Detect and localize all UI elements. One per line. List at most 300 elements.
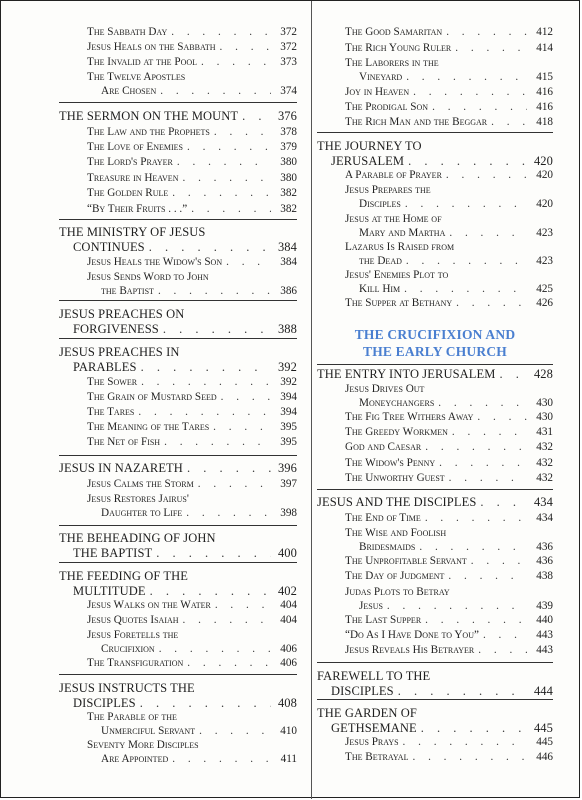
dot-leader (452, 425, 527, 439)
toc-page-number: 426 (536, 297, 553, 309)
toc-entry-title: The Prodigal Son (345, 101, 429, 113)
section-rule (59, 674, 297, 675)
toc-entry-title: Jesus at the Home of (345, 213, 442, 225)
toc-page-number: 431 (536, 426, 553, 438)
toc-entry-line (87, 420, 297, 434)
dot-leader (413, 85, 527, 99)
dot-leader (419, 540, 527, 554)
toc-entry-title: Moneychangers (359, 397, 435, 409)
toc-entry-line (87, 125, 297, 139)
toc-entry-line (345, 296, 553, 310)
toc-entry-line (317, 367, 553, 381)
toc-entry-line (317, 495, 553, 509)
toc-page-number: 446 (536, 751, 553, 763)
dot-leader (140, 696, 271, 710)
toc-page-number: 380 (280, 172, 297, 184)
toc-page-number: 444 (533, 684, 553, 698)
toc-entry-title: “By Their Fruits . . .” (87, 203, 188, 215)
toc-entry-line (87, 186, 297, 200)
toc-entry-title: The Supper at Bethany (345, 297, 453, 309)
dot-leader (213, 420, 271, 434)
dot-leader (471, 554, 527, 568)
toc-entry-title: Jesus Calms the Storm (87, 478, 194, 490)
toc-entry-line (87, 492, 297, 506)
toc-entry-title: The Parable of the (87, 711, 177, 723)
toc-entry-title: Lazarus Is Raised from (345, 241, 455, 253)
toc-entry-title: JESUS INSTRUCTS THE (59, 681, 195, 695)
toc-entry-line (59, 569, 297, 583)
toc-entry-line (87, 628, 297, 642)
toc-entry-line (87, 506, 297, 520)
toc-page-number: 400 (277, 546, 297, 560)
toc-entry-line (59, 696, 297, 710)
toc-entry-title: THE JOURNEY TO (317, 139, 422, 153)
toc-entry-title: THE MINISTRY OF JESUS (59, 225, 206, 239)
toc-page-number: 394 (280, 391, 297, 403)
dot-leader (214, 125, 271, 139)
dot-leader (446, 25, 527, 39)
toc-entry-title: The Lord's Prayer (87, 156, 173, 168)
toc-page-number: 386 (280, 285, 297, 297)
section-rule (317, 132, 553, 133)
toc-entry-title: Jesus Heals the Widow's Son (87, 256, 223, 268)
toc-entry-title: FAREWELL TO THE (317, 669, 431, 683)
dot-leader (421, 721, 527, 735)
toc-entry-title: Jesus Drives Out (345, 383, 425, 395)
section-rule (317, 662, 553, 663)
toc-entry-line (345, 425, 553, 439)
toc-page-number: 384 (277, 240, 297, 254)
column-divider (311, 1, 312, 799)
dot-leader (150, 584, 271, 598)
toc-entry-title: FORGIVENESS (73, 322, 159, 336)
section-rule (59, 300, 297, 301)
toc-entry-line (59, 584, 297, 598)
dot-leader (398, 684, 527, 698)
toc-entry-line (317, 684, 553, 698)
toc-page-number: 436 (536, 541, 553, 553)
toc-entry-line (87, 738, 297, 752)
toc-entry-line (59, 225, 297, 239)
toc-entry-title: The Sower (87, 376, 138, 388)
dot-leader (406, 254, 527, 268)
toc-entry-title: The Love of Enemies (87, 141, 184, 153)
toc-entry-line (345, 70, 553, 84)
toc-entry-line (87, 477, 297, 491)
toc-entry-title: Are Chosen (101, 85, 157, 97)
toc-entry-line (345, 554, 553, 568)
part-heading-line-1: THE CRUCIFIXION AND (354, 327, 516, 342)
toc-entry-line (87, 171, 297, 185)
dot-leader (172, 752, 271, 766)
dot-leader (480, 495, 527, 509)
toc-page-number: 438 (536, 570, 553, 582)
dot-leader (404, 282, 527, 296)
toc-entry-title: Jesus Sends Word to John (87, 271, 209, 283)
dot-leader (163, 322, 271, 336)
toc-page-number: 443 (536, 644, 553, 656)
dot-leader (186, 506, 271, 520)
toc-page-number: 388 (277, 322, 297, 336)
toc-entry-line (87, 155, 297, 169)
toc-entry-title: God and Caesar (345, 441, 422, 453)
dot-leader (164, 435, 271, 449)
toc-entry-title: The Wise and Foolish (345, 527, 447, 539)
toc-entry-title: Crucifixion (101, 643, 155, 655)
toc-entry-title: “Do As I Have Done to You” (345, 629, 479, 641)
dot-leader (159, 642, 271, 656)
dot-leader (425, 511, 527, 525)
toc-page-number: 404 (280, 614, 297, 626)
toc-entry-line (317, 721, 553, 735)
dot-leader (491, 115, 527, 129)
toc-entry-line (345, 226, 553, 240)
toc-entry-line (345, 212, 553, 226)
toc-entry-line (87, 613, 297, 627)
toc-page-number: 406 (280, 643, 297, 655)
toc-entry-title: The Law and the Prophets (87, 126, 210, 138)
dot-leader (187, 461, 271, 475)
toc-entry-title: The Grain of Mustard Seed (87, 391, 217, 403)
toc-page-number: 411 (280, 753, 297, 765)
toc-entry-title: GETHSEMANE (331, 721, 417, 735)
toc-page-number: 416 (536, 101, 553, 113)
toc-page-number: 396 (277, 461, 297, 475)
dot-leader (215, 598, 271, 612)
toc-entry-line (59, 531, 297, 545)
dot-leader (191, 202, 271, 216)
toc-entry-line (59, 345, 297, 359)
section-rule (59, 338, 297, 339)
toc-entry-line (345, 735, 553, 749)
dot-leader (387, 599, 527, 613)
dot-leader (403, 735, 527, 749)
toc-entry-line (59, 240, 297, 254)
toc-entry-title: THE BEHEADING OF JOHN (59, 531, 216, 545)
toc-page-number: 430 (536, 411, 553, 423)
toc-entry-line (345, 396, 553, 410)
toc-entry-line (87, 752, 297, 766)
toc-entry-title: The Meaning of the Tares (87, 421, 210, 433)
toc-entry-line (345, 268, 553, 282)
dot-leader (141, 360, 271, 374)
part-heading-rule (317, 364, 553, 365)
toc-entry-line (87, 255, 297, 269)
toc-page-number: 372 (280, 26, 297, 38)
dot-leader (499, 367, 527, 381)
toc-entry-title: JESUS IN NAZARETH (59, 461, 183, 475)
toc-entry-title: The Transfiguration (87, 657, 184, 669)
toc-entry-line (87, 55, 297, 69)
toc-page-number: 376 (277, 109, 297, 123)
toc-entry-line (345, 569, 553, 583)
toc-entry-title: The Sabbath Day (87, 26, 168, 38)
toc-entry-line (87, 435, 297, 449)
toc-page-number: 408 (277, 696, 297, 710)
toc-entry-line (87, 724, 297, 738)
toc-entry-line (317, 139, 553, 153)
toc-entry-title: DISCIPLES (73, 696, 136, 710)
toc-entry-title: The Good Samaritan (345, 26, 443, 38)
toc-page-number: 415 (536, 71, 553, 83)
toc-page-number: 445 (533, 721, 553, 735)
toc-entry-title: PARABLES (73, 360, 137, 374)
dot-leader (405, 197, 527, 211)
toc-page-number: 380 (280, 156, 297, 168)
toc-page-number: 434 (536, 512, 553, 524)
toc-page-number: 428 (533, 367, 553, 381)
toc-page-number: 374 (280, 85, 297, 97)
toc-entry-line (87, 375, 297, 389)
toc-entry-line (345, 168, 553, 182)
toc-entry-title: The Unprofitable Servant (345, 555, 467, 567)
toc-entry-title: JERUSALEM (331, 154, 405, 168)
toc-entry-title: DISCIPLES (331, 684, 394, 698)
dot-leader (226, 255, 271, 269)
toc-page-number: 404 (280, 599, 297, 611)
toc-entry-title: the Dead (359, 255, 402, 267)
toc-entry-title: Bridesmaids (359, 541, 416, 553)
toc-entry-line (317, 154, 553, 168)
toc-entry-title: the Baptist (101, 285, 154, 297)
toc-entry-title: Jesus Foretells the (87, 629, 179, 641)
toc-entry-line (87, 25, 297, 39)
dot-leader (449, 226, 527, 240)
dot-leader (425, 440, 527, 454)
toc-entry-title: The Betrayal (345, 751, 409, 763)
dot-leader (199, 724, 271, 738)
toc-entry-title: Jesus (359, 600, 383, 612)
dot-leader (160, 84, 271, 98)
toc-page-number: 416 (536, 86, 553, 98)
toc-page-number: 379 (280, 141, 297, 153)
toc-entry-title: Jesus Prays (345, 736, 399, 748)
toc-entry-title: Disciples (359, 198, 401, 210)
toc-page-number: 378 (280, 126, 297, 138)
toc-page-number: 392 (280, 376, 297, 388)
dot-leader (438, 396, 527, 410)
toc-page-number: 402 (277, 584, 297, 598)
toc-entry-line (345, 585, 553, 599)
dot-leader (478, 643, 527, 657)
toc-entry-title: JESUS PREACHES IN (59, 345, 180, 359)
dot-leader (432, 100, 527, 114)
toc-entry-line (345, 456, 553, 470)
toc-entry-title: Jesus Prepares the (345, 184, 431, 196)
dot-leader (201, 55, 271, 69)
toc-entry-line (87, 270, 297, 284)
dot-leader (171, 25, 271, 39)
toc-entry-title: Seventy More Disciples (87, 739, 199, 751)
toc-entry-line (345, 599, 553, 613)
toc-page-number: 432 (536, 441, 553, 453)
toc-entry-line (345, 197, 553, 211)
toc-entry-line (345, 540, 553, 554)
toc-entry-title: Unmerciful Servant (101, 725, 196, 737)
toc-entry-line (345, 41, 553, 55)
toc-entry-line (59, 307, 297, 321)
toc-entry-title: Jesus Heals on the Sabbath (87, 41, 216, 53)
toc-entry-line (345, 471, 553, 485)
dot-leader (221, 390, 271, 404)
toc-entry-line (345, 282, 553, 296)
toc-page-number: 395 (280, 436, 297, 448)
toc-page-number: 445 (536, 736, 553, 748)
toc-page-number: 434 (533, 495, 553, 509)
toc-entry-line (345, 85, 553, 99)
toc-page-number: 420 (533, 154, 553, 168)
section-rule (317, 489, 553, 490)
dot-leader (425, 613, 527, 627)
section-rule (59, 219, 297, 220)
toc-entry-title: Jesus Walks on the Water (87, 599, 211, 611)
toc-page-number: 395 (280, 421, 297, 433)
toc-page-number: 420 (536, 169, 553, 181)
dot-leader (242, 109, 271, 123)
dot-leader (138, 405, 271, 419)
toc-entry-title: Are Appointed (101, 753, 169, 765)
toc-entry-title: The Twelve Apostles (87, 71, 186, 83)
toc-entry-line (87, 70, 297, 84)
toc-entry-title: Treasure in Heaven (87, 172, 179, 184)
toc-entry-title: MULTITUDE (73, 584, 146, 598)
toc-entry-line (345, 240, 553, 254)
toc-entry-title: JESUS PREACHES ON (59, 307, 185, 321)
toc-entry-line (59, 109, 297, 123)
toc-page-number: 443 (536, 629, 553, 641)
toc-page-number: 384 (280, 256, 297, 268)
toc-entry-line (87, 405, 297, 419)
toc-entry-title: The End of Time (345, 512, 421, 524)
toc-entry-title: Joy in Heaven (345, 86, 410, 98)
toc-entry-title: The Invalid at the Pool (87, 56, 198, 68)
toc-page-number: 373 (280, 56, 297, 68)
toc-entry-line (345, 25, 553, 39)
toc-entry-line (87, 390, 297, 404)
toc-entry-line (59, 360, 297, 374)
dot-leader (412, 750, 527, 764)
toc-entry-line (317, 706, 553, 720)
toc-page-number: 439 (536, 600, 553, 612)
toc-page-number: 382 (280, 187, 297, 199)
toc-entry-line (345, 511, 553, 525)
section-rule (59, 562, 297, 563)
toc-entry-title: Jesus Quotes Isaiah (87, 614, 179, 626)
toc-entry-title: Jesus' Enemies Plot to (345, 269, 449, 281)
toc-entry-title: Mary and Martha (359, 227, 446, 239)
toc-entry-title: Daughter to Life (101, 507, 183, 519)
dot-leader (177, 155, 271, 169)
toc-entry-line (345, 643, 553, 657)
toc-entry-title: The Widow's Penny (345, 457, 436, 469)
toc-entry-line (345, 100, 553, 114)
dot-leader (456, 296, 527, 310)
dot-leader (156, 546, 271, 560)
dot-leader (220, 40, 271, 54)
dot-leader (446, 168, 527, 182)
toc-entry-title: THE BAPTIST (73, 546, 153, 560)
toc-page-number: 432 (536, 457, 553, 469)
toc-entry-line (59, 681, 297, 695)
toc-page-number: 420 (536, 198, 553, 210)
toc-page-number: 414 (536, 42, 553, 54)
dot-leader (455, 41, 527, 55)
dot-leader (448, 569, 527, 583)
dot-leader (408, 154, 527, 168)
dot-leader (182, 171, 271, 185)
dot-leader (449, 471, 527, 485)
toc-entry-line (345, 254, 553, 268)
toc-entry-title: THE ENTRY INTO JERUSALEM (317, 367, 496, 381)
toc-entry-title: The Day of Judgment (345, 570, 445, 582)
section-rule (59, 525, 297, 526)
toc-entry-title: THE SERMON ON THE MOUNT (59, 109, 239, 123)
toc-entry-line (87, 84, 297, 98)
toc-entry-title: The Laborers in the (345, 57, 439, 69)
toc-entry-line (87, 710, 297, 724)
part-heading-line-2: THE EARLY CHURCH (363, 344, 507, 359)
toc-entry-line (345, 628, 553, 642)
toc-entry-line (59, 546, 297, 560)
toc-entry-title: CONTINUES (73, 240, 145, 254)
toc-entry-line (87, 202, 297, 216)
toc-entry-line (87, 656, 297, 670)
toc-entry-title: Kill Him (359, 283, 401, 295)
toc-entry-title: The Golden Rule (87, 187, 169, 199)
dot-leader (183, 613, 271, 627)
toc-entry-line (87, 40, 297, 54)
toc-entry-title: THE GARDEN OF (317, 706, 417, 720)
toc-page-number: 425 (536, 283, 553, 295)
toc-entry-line (87, 284, 297, 298)
toc-page-number: 398 (280, 507, 297, 519)
dot-leader (141, 375, 271, 389)
toc-entry-title: The Unworthy Guest (345, 472, 445, 484)
toc-entry-title: Jesus Restores Jairus' (87, 493, 189, 505)
section-rule (59, 455, 297, 456)
toc-entry-line (87, 140, 297, 154)
toc-page-number: 430 (536, 397, 553, 409)
toc-entry-line (59, 461, 297, 475)
toc-entry-line (87, 598, 297, 612)
toc-page-number: 394 (280, 406, 297, 418)
toc-page-number: 372 (280, 41, 297, 53)
toc-entry-line (345, 382, 553, 396)
toc-page-number: 397 (280, 478, 297, 490)
toc-entry-title: JESUS AND THE DISCIPLES (317, 495, 477, 509)
dot-leader (198, 477, 271, 491)
toc-page-number: 423 (536, 227, 553, 239)
dot-leader (187, 656, 271, 670)
toc-page-number: 406 (280, 657, 297, 669)
dot-leader (483, 628, 527, 642)
toc-entry-title: THE FEEDING OF THE (59, 569, 188, 583)
toc-entry-line (345, 410, 553, 424)
toc-page-number: 418 (536, 116, 553, 128)
toc-page-number: 423 (536, 255, 553, 267)
toc-entry-line (345, 440, 553, 454)
toc-page-number: 392 (277, 360, 297, 374)
toc-entry-title: The Net of Fish (87, 436, 161, 448)
toc-entry-line (345, 183, 553, 197)
toc-page-number: 436 (536, 555, 553, 567)
toc-entry-line (87, 642, 297, 656)
section-rule (317, 699, 553, 700)
dot-leader (149, 240, 271, 254)
toc-page-number: 382 (280, 203, 297, 215)
toc-entry-title: The Last Supper (345, 614, 422, 626)
toc-entry-title: Judas Plots to Betray (345, 586, 450, 598)
